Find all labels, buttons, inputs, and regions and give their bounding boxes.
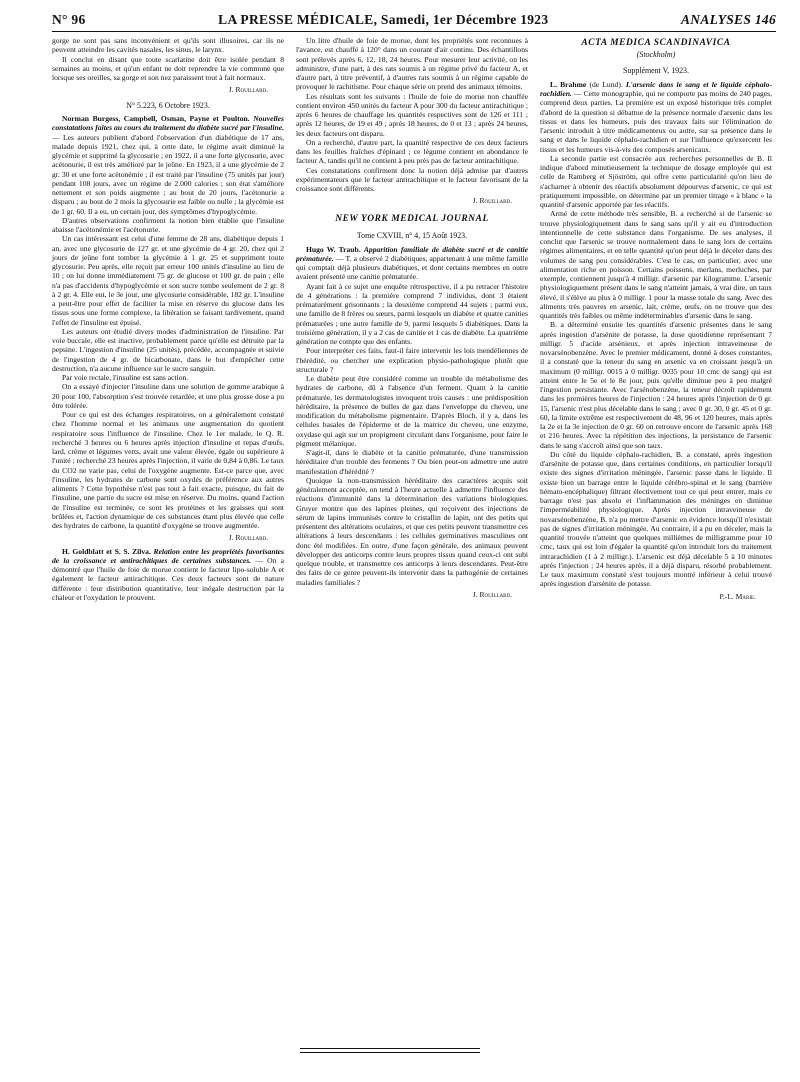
paragraph: On a recherché, d'autre part, la quantité respective de ces deux facteurs dans les feuilles fraîches d'épinard ; ce légume contient en abondance le facteur A, tandis qu'il ne contient à peu près pas de facteur antirachitique. [296,137,528,166]
paragraph: La seconde partie est consacrée aux recherches personnelles de B. Il indique d'abord minutieusement la technique de dosage employée qui est celle de Ramberg et Sjöström, qui offre cette particularité qu'on lieu de s'acharner à obtenir des réactifs absolument dépourvus d'arsenic, ce qui est pratiquement impossible, on détermine par un premier titrage « à blanc » la quantité d'arsenic apportée par les réactifs. [540,153,772,210]
paragraph: Ces constatations confirment donc la notion déjà admise par d'autres expérimentateurs que le facteur antirachitique et le facteur favorisant de la croissance sont différents. [296,165,528,193]
paragraph: Pour ce qui est des échanges respiratoires, on a généralement constaté chez l'homme normal et les animaux une augmentation du quotient respiratoire sous l'influence de l'insuline. Chez le 1er malade, le Q. R. recherché 3 heures ou 6 heures après injection d'insuline et repas d'œufs, lard, crème et légumes verts, avait une valeur élevée, égale ou supérieure à l'unité ; recherché 23 heures après l'injection, il varie de 0,84 à 0,86. Le taux du CO2 ne varie pas, celui de l'oxygène augmente. Est-ce parce que, avec l'insuline, les hydrates de carbone sont oxydés de préférence aux autres aliments ? Cette hypothèse n'est pas tout à fait exacte, puisque, du fait de l'insuline, une partie du sucre est mise en réserve. Du moins, quand l'action de l'insuline est terminée, ce sont les protéines et les graisses qui sont brûlées et, l'action dynamique de ces substances étant plus élevée que celle des hydrates de carbone, la quantité d'oxygène se trouve augmentée. [52,410,284,531]
signature: J. Rouillard. [472,196,512,206]
article-authors: Hugo W. Traub. [306,244,361,254]
paragraph: Par voie rectale, l'insuline est sans action. [62,373,189,383]
paragraph: Du côté du liquide céphalo-rachidien, B. a constaté, après ingestion d'arsénite de potasse que, dans certaines conditions, en particulier lorsqu'il existe des signes d'irritation méningée, l'arsenic passe dans le liquide. Il existe bien un barrage entre le liquide cérébro-spinal et le sang (barrière hémato-encéphalique) filtrant électivement tout ce qui peut entrer, mais ce barrage n'est pas absolu et l'inflammation des méninges en diminue l'imperméabilité physiologique. Après injection intraveineuse de novarsénobenzène, B. n'a pu mettre d'arsenic en évidence lorsqu'il n'existait pas de signes d'irritation méningée. Au contraire, il a pu en déceler, mais la quantité trouvée n'atteint que quelques millièmes de milligramme pour 10 cmc, taux qui est loin d'égaler la quantité qu'on introduit lors du traitement intrarachidien (1 à 2 milligr.). L'arsenic est déjà décelable 5 à 10 minutes après l'injection ; 24 heures après, il a déjà disparu, résorbé probablement. Le taux maximum constaté s'est toujours montré inférieur à celui trouvé après ingestion d'arsénite de potasse. [540,449,772,589]
article-text: — On a démontré que l'huile de foie de morue contient le facteur lipo-soluble A et également le facteur antirachitique. Ces deux facteurs sont de nature différente : leur distribution quantitative, leur inégale destruction par la chaleur et l'oxydation le prouvent. [52,555,285,602]
paragraph: D'autres observations confirment la notion bien établie que l'insuline abaisse l'acétonémie et l'acétonurie. [52,215,284,235]
columns [52,36,776,605]
article-title: Relation entre les propriétés favorisantes de la croissance et antirachitiques de certaines substances. [52,546,285,565]
article-intro [540,80,772,154]
issue-line: Supplément V, 1923. [623,66,689,76]
paragraph: Pour interpréter ces faits, faut-il faire intervenir les lois mendéliennes de l'hérédité, ou chercher une explication physio-pathologique plutôt que structurale ? [296,346,528,374]
journal-title: ACTA MEDICA SCANDINAVICA [581,38,731,48]
column-2 [296,36,528,605]
article-authors: H. Goldblatt et S. S. Zilva. [62,546,151,556]
bottom-rule [300,1048,480,1049]
paragraph: Il conclut en disant que toute scarlatine doit être isolée pendant 8 semaines au moins, et qu'un enfant ne doit reprendre la vie commune que lorsque ses oreilles, sa gorge et son nez paraissent tout à fait normaux. [52,54,284,82]
paragraph: S'agit-il, dans le diabète et la canitie prématurée, d'une transmission héréditaire d'un trouble des ferments ? Ou bien peut-on admettre une autre manifestation d'hérédité ? [296,448,528,476]
article-text: — T. a observé 2 diabétiques, appartenant à une même famille qui comptait déjà plusieurs diabétiques, et dont certains membres en outre avaient présenté une canitie prématurée. [296,253,528,282]
issue-line: N° 5.223, 6 Octobre 1923. [126,100,210,110]
article-text: — Les auteurs publient d'abord l'observation d'un diabétique de 17 ans, malade depuis 1921, chez qui, à cette date, le régime avait diminué la glycémie et supprimé la glycosurie ; en 1922, il a une forte glycosurie, avec acétonurie, il est très amélioré par le jeûne. En 1923, il a une glycémie de 2 gr. 30 et une forte acétonémie ; il est traité par l'insuline (75 unités par jour) pendant 108 jours, avec un régime de 2.000 calories ; son état s'améliore nettement et son poids augmente ; au bout de 20 jours, l'acétonurie a disparu ; au bout de 2 mois la glycosurie est faible ou nulle ; la glycémie est de 1 gr. 60. Il a eu, un certain jour, des symptômes d'hypoglycémie. [52,132,284,216]
paragraph: Les auteurs ont étudié divers modes d'administration de l'insuline. Par voie buccale, elle est inactive, probablement parce qu'elle est détruite par la pepsine. L'ingestion d'insuline (25 unités), précédée, accompagnée et suivie de l'ingestion de 4 gr. de bicarbonate, dans le but d'empêcher cette destruction, n'a aucune influence sur le sucre sanguin. [52,326,284,373]
article-title: Apparition familiale de diabète sucré et de canitie prématurée. [296,244,528,263]
article-intro [296,245,528,282]
section-title: ANALYSES 146 [681,12,776,27]
author-place: (de Lund). [589,79,623,89]
article-text: — Cette monographie, qui ne comporte pas moins de 240 pages, comprend deux parties. La première est un exposé historique très complet d'abord de la question si débattue de la présence normale d'arsenic dans les tissus et dans les humeurs, puis des travaux faits sur l'élimination de l'arsenic introduit à titre médicamenteux ou autre, sur sa présence dans le sang et dans le liquide céphalo-rachidien et sur l'influence qu'exercent les tissus et les humeurs vis-à-vis des composés arsenicaux. [540,89,772,154]
journal-line: LA PRESSE MÉDICALE, Samedi, 1er Décembre 1923 [218,12,549,27]
signature: J. Rouillard. [228,85,268,95]
column-1 [52,36,284,605]
paragraph: Les résultats sont les suivants : l'huile de foie de morue non chauffée contient environ 450 unités du facteur A pour 300 du facteur antirachitique ; après 6 heures de chauffage les quantités respectives sont de 126 et 111 ; après 12 heures, de 19 et 49 ; après 18 heures, de 0 et 13 ; après 24 heures, les deux facteurs ont disparu. [296,91,528,138]
paragraph: On a essayé d'injecter l'insuline dans une solution de gomme arabique à 20 pour 100, l'absorption s'est trouvée retardée, et une plus grosse dose a pu être tolérée. [52,382,284,410]
paragraph: Un litre d'huile de foie de morue, dont les propriétés sont reconnues à l'avance, est chauffé à 120° dans un courant d'air continu. Des échantillons sont prélevés après 6, 12, 18, 24 heures. Pour mesurer leur activité, on les administre, d'une part, à des rats soumis à un régime privé du facteur A, et d'autre part, à titre préventif, à d'autres rats soumis à un régime capable de provoquer le rachitisme. Pour chaque série on prend des animaux témoins. [296,36,528,92]
signature: J. Rouillard. [472,589,512,599]
journal-title: NEW YORK MEDICAL JOURNAL [335,213,489,224]
issue-line: Tome CXVIII, n° 4, 15 Août 1923. [356,230,468,240]
paragraph: Le diabète peut être considéré comme un trouble du métabolisme des hydrates de carbone, dû à l'absence d'un ferment. Quant à la canitie prématurée, les dermatologistes invoquent trois causes : une prédisposition héréditaire, la présence de bulles de gaz dans l'enveloppe du cheveu, une modification du métabolisme pigmentaire. D'après Bloch, il y a, dans les cellules basales de l'épiderme et de la matrice du cheveu, une enzyme, oxydase qui agit sur un propigment circulant dans l'organisme, pour faire le pigment mélanique. [296,374,528,448]
paragraph: Armé de cette méthode très sensible, B. a recherché si de l'arsenic se trouve physiologiquement dans le sang sans qu'il y ait eu d'introduction intentionnelle de cette substance dans l'organisme. De ses analyses, il conclut que l'arsenic se trouve normalement dans le sang lors de certains régimes alimentaires, et en telle quantité qu'on peut déjà le déceler dans des volumes de sang peu considérables. C'est le cas, en particulier, avec une alimentation riche en poisson. Certains poissons, merlans, merluches, par exemple, contiennent jusqu'à 4 milligr. d'arsenic par kilogramme. L'arsenic physiologiquement présent dans le sang n'atteint jamais, à vrai dire, un taux élevé, il s'élève au plus à 0 milligr. 1 pour la masse totale du sang. Avec des aliments très pauvres en arsenic, lait, crème, œufs, on ne trouve que des quantités très faibles ou même indéterminables d'arsenic dans le sang. [540,209,772,321]
paragraph: gorge ne sont pas sans inconvénient et qu'ils sont illusoires, car ils ne peuvent atteindre les cavités nasales, les sinus, le larynx. [52,36,284,55]
article-authors: L. Brahme [550,79,587,89]
paragraph: Un cas intéressant est celui d'une femme de 28 ans, diabétique depuis 1 an, avec une glycosurie de 127 gr. et une glycémie de 4 gr. 20, chez qui 2 jours de jeûne font tomber la glycémie à 1 gr. 25 et suppriment toute glycosurie. Peu après, elle reçoit par erreur 100 unités d'insuline au lieu de 10 ; on lui donne immédiatement 75 gr. de glucose et 100 gr. de pain ; elle n'a pas d'accidents d'hypoglycémie et son sucre tombe seulement de 2 gr. 8 à 2 gr. 4. Elle eut, le 3e jour, une glycosurie considérable, 182 gr. L'insuline a peut-être pour effet de faciliter la mise en réserve du glucose dans les tissus sous une forme complexe, la libération se faisant tardivement, quand l'effet de l'insuline est épuisé. [52,234,284,327]
column-3 [540,36,772,605]
article-intro [52,114,284,216]
page-number: N° 96 [52,12,86,27]
article-authors: Norman Burgess, Campbell, Osman, Payne et Poulton. [62,114,250,124]
paragraph: B. a déterminé ensuite les quantités d'arsenic présentes dans le sang après ingestion d'arsénite de potasse, la dose quotidienne représentant 7 milligr. 5 d'acide arsénieux, et après injection intraveineuse de novarsénobenzène. Avec le premier médicament, donné à doses constantes, il a constaté que la teneur du sang en arsenic va en croissant jusqu'à un maximum (0 milligr. 0015 à 0 milligr. 0035 pour 10 cmc de sang) qui est atteint entre le 5e et le 8e jour, puis qu'elle diminue peu à peu malgré l'ingestion persistante. Avec l'arsénobenzène, la teneur décroît rapidement dans les premières heures de l'injection : 24 heures après l'injection de 0 gr. 15, l'arsenic n'est plus décelable dans le sang ; avec 0 gr. 30, 0 gr. 45 et 0 gr. 60, la limite extrême est respectivement de 48, 96 et 120 heures, mais après la 2e et la 3e injection de 0 gr. 60 on retrouve encore de l'arsenic après 168 et 216 heures. Avec la répétition des injections, la persistance de l'arsenic dans le sang s'accroît ainsi que son taux. [540,320,772,450]
signature: P.-L. Marie. [719,591,756,601]
paragraph: Quoique la non-transmission héréditaire des caractères acquis soit généralement acceptée, on tend à l'heure actuelle à admettre l'influence des réactions d'immunité dans la détermination des variations biologiques. Gruyer montre que des lapines pleines, qui reçoivent des injections de sérum de lapins immunisés contre le cristallin de lapin, ont des petits qui présentent des altérations oculaires, et que ces petits peuvent transmettre ces altérations à leurs descendants : les cellules germinatives masculines ont donc été modifiées. En outre, d'une façon générale, des animaux peuvent développer des anticorps contre leurs propres tissus quand ceux-ci ont subi quelque trouble, et transmettre ces anticorps à leurs descendants. Peut-être des faits de ce genre peuvent-ils intervenir dans la pathogénie de certaines maladies familiales ? [296,475,528,587]
article-intro [52,547,284,603]
bottom-rule-thin [300,1052,480,1053]
article-title: Nouvelles constatations faites au cours du traitement du diabète sucré par l'insuline. [52,114,284,133]
page-header [52,12,776,32]
article-title: L'arsenic dans le sang et le liquide céphalo-rachidien. [540,79,772,99]
journal-city: (Stockholm) [636,50,676,60]
paragraph: Ayant fait à ce sujet une enquête rétrospective, il a pu retracer l'histoire de 4 générations : la première comprend 7 individus, dont 3 étaient prématurément grisonnants ; la deuxième comprend 44 sujets ; parmi eux, une famille de 8 frères ou sœurs, parmi lesquels un diabète et quatre canities prématurées ; une autre famille de 9, parmi lesquels 5 diabétiques. Dans la troisième génération, il y a 2 cas de canitie et 1 cas de diabète. La quatrième génération ne compte que des enfants. [296,281,528,347]
signature: J. Rouillard. [228,533,268,543]
